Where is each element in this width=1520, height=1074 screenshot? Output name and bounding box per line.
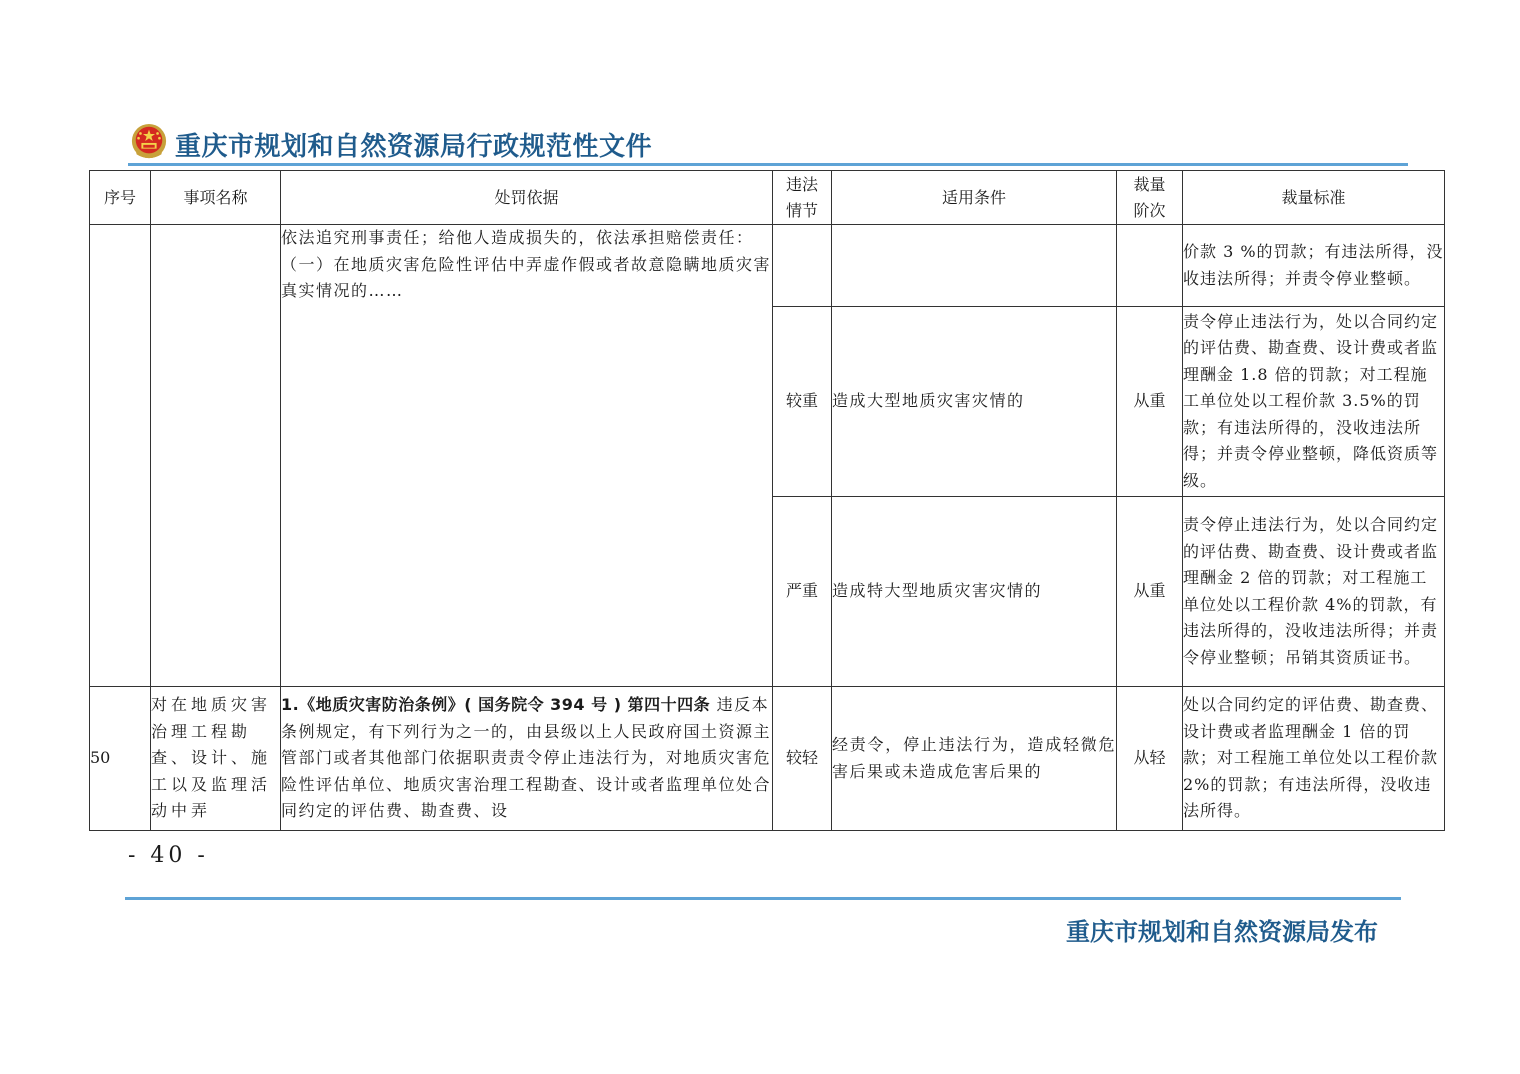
column-header-plot-line1: 违法	[785, 174, 818, 194]
footer-publisher: 重庆市规划和自然资源局发布	[1066, 918, 1378, 946]
header-title: 重庆市规划和自然资源局行政规范性文件	[175, 132, 653, 162]
penalty-discretion-table	[89, 170, 1445, 831]
item-name-cell: 对在地质灾害治理工程勘查、设计、施工以及监理活动中弄	[151, 687, 281, 831]
column-header-level-line1: 裁量	[1133, 174, 1166, 194]
table-header-row	[90, 171, 1445, 225]
plot-cell-empty	[773, 225, 832, 307]
column-header-plot	[773, 171, 832, 225]
basis-law-title: 1.《地质灾害防治条例》( 国务院令 394 号 ) 第四十四条	[281, 695, 711, 715]
column-header-plot-line2: 情节	[785, 200, 818, 220]
table-row	[90, 225, 1445, 307]
column-header-standard: 裁量标准	[1183, 171, 1445, 225]
standard-cell: 价款 3 %的罚款；有违法所得，没收违法所得；并责令停业整顿。	[1183, 225, 1445, 307]
seq-cell: 50	[90, 687, 151, 831]
column-header-condition: 适用条件	[832, 171, 1117, 225]
plot-cell: 较重	[773, 307, 832, 497]
condition-cell: 造成大型地质灾害灾情的	[832, 307, 1117, 497]
column-header-level-line2: 阶次	[1133, 200, 1166, 220]
standard-cell: 责令停止违法行为，处以合同约定的评估费、勘查费、设计费或者监理酬金 1.8 倍的罚款；对工程施工单位处以工程价款 3.5%的罚款；有违法所得的，没收违法所得；并责令停业整顿，降低资质等级。	[1183, 307, 1445, 497]
item-name-cell-empty	[151, 225, 281, 687]
level-cell: 从重	[1117, 307, 1183, 497]
condition-cell-empty	[832, 225, 1117, 307]
plot-cell: 较轻	[773, 687, 832, 831]
column-header-item-name: 事项名称	[151, 171, 281, 225]
basis-cell	[281, 687, 773, 831]
header-divider	[128, 163, 1408, 166]
standard-cell: 处以合同约定的评估费、勘查费、设计费或者监理酬金 1 倍的罚款；对工程施工单位处以工程价款 2%的罚款；有违法所得，没收违法所得。	[1183, 687, 1445, 831]
basis-cell: 依法追究刑事责任；给他人造成损失的，依法承担赔偿责任：（一）在地质灾害危险性评估中弄虚作假或者故意隐瞒地质灾害真实情况的……	[281, 225, 773, 687]
plot-cell: 严重	[773, 497, 832, 687]
table-row	[90, 687, 1445, 831]
column-header-basis: 处罚依据	[281, 171, 773, 225]
column-header-level	[1117, 171, 1183, 225]
page-number: - 40 -	[128, 843, 209, 868]
footer-divider	[125, 897, 1401, 900]
document-header	[128, 120, 1408, 168]
seq-cell-empty	[90, 225, 151, 687]
condition-cell: 造成特大型地质灾害灾情的	[832, 497, 1117, 687]
level-cell: 从重	[1117, 497, 1183, 687]
national-emblem-icon	[130, 122, 168, 162]
standard-cell: 责令停止违法行为，处以合同约定的评估费、勘查费、设计费或者监理酬金 2 倍的罚款；对工程施工单位处以工程价款 4%的罚款，有违法所得的，没收违法所得；并责令停业整顿；吊销其资质证书。	[1183, 497, 1445, 687]
column-header-seq: 序号	[90, 171, 151, 225]
level-cell: 从轻	[1117, 687, 1183, 831]
condition-cell: 经责令，停止违法行为，造成轻微危害后果或未造成危害后果的	[832, 687, 1117, 831]
level-cell-empty	[1117, 225, 1183, 307]
basis-law-text: 违反本条例规定，有下列行为之一的，由县级以上人民政府国土资源主管部门或者其他部门依据职责责令停止违法行为，对地质灾害危险性评估单位、地质灾害治理工程勘查、设计或者监理单位处合同约定的评估费、勘查费、设	[281, 695, 772, 821]
